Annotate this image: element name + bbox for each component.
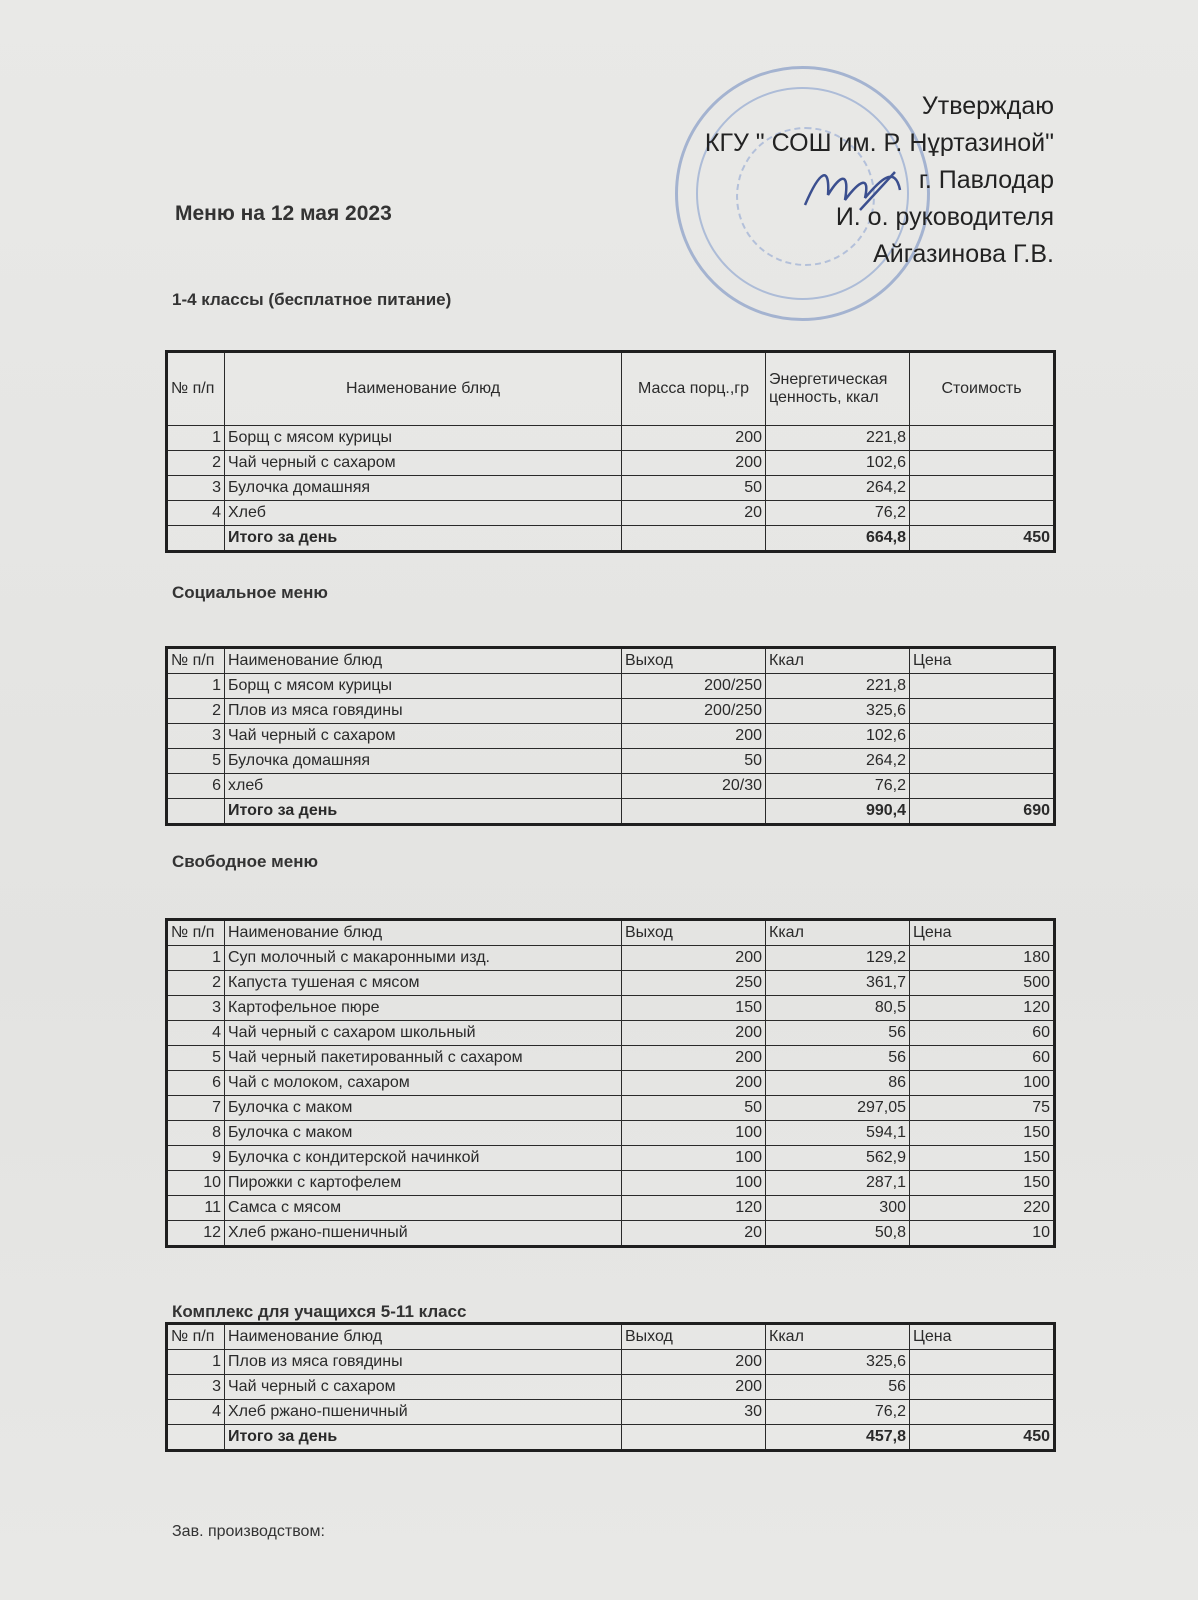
cell: Суп молочный с макаронными изд. bbox=[225, 946, 622, 971]
cell: 200 bbox=[622, 1375, 766, 1400]
table-row bbox=[167, 1046, 1055, 1071]
cell bbox=[910, 426, 1055, 451]
col-header: Масса порц.,гр bbox=[622, 352, 766, 426]
cell: 6 bbox=[167, 774, 225, 799]
cell: 1 bbox=[167, 1350, 225, 1375]
table-row bbox=[167, 426, 1055, 451]
cell: 594,1 bbox=[766, 1121, 910, 1146]
cell: 264,2 bbox=[766, 749, 910, 774]
cell: 50 bbox=[622, 476, 766, 501]
cell: Борщ с мясом курицы bbox=[225, 674, 622, 699]
table-row bbox=[167, 774, 1055, 799]
cell: 4 bbox=[167, 1021, 225, 1046]
cell: 1 bbox=[167, 674, 225, 699]
table-row bbox=[167, 749, 1055, 774]
col-header: № п/п bbox=[167, 920, 225, 946]
cell: 297,05 bbox=[766, 1096, 910, 1121]
cell: 120 bbox=[622, 1196, 766, 1221]
table-row bbox=[167, 1021, 1055, 1046]
cell bbox=[910, 749, 1055, 774]
cell: 4 bbox=[167, 501, 225, 526]
cell: Чай черный с сахаром bbox=[225, 451, 622, 476]
cell: Плов из мяса говядины bbox=[225, 1350, 622, 1375]
cell: 325,6 bbox=[766, 1350, 910, 1375]
cell: 9 bbox=[167, 1146, 225, 1171]
cell: 450 bbox=[910, 1425, 1055, 1451]
cell: Итого за день bbox=[225, 1425, 622, 1451]
cell: 8 bbox=[167, 1121, 225, 1146]
cell: Чай черный с сахаром bbox=[225, 1375, 622, 1400]
cell: 100 bbox=[622, 1146, 766, 1171]
table-complex bbox=[165, 1322, 1056, 1452]
cell: 86 bbox=[766, 1071, 910, 1096]
cell bbox=[910, 1400, 1055, 1425]
cell: 200 bbox=[622, 451, 766, 476]
col-header: Выход bbox=[622, 920, 766, 946]
cell: 50 bbox=[622, 1096, 766, 1121]
cell: 129,2 bbox=[766, 946, 910, 971]
cell bbox=[910, 724, 1055, 749]
cell: 3 bbox=[167, 996, 225, 1021]
approval-line: Айгазинова Г.В. bbox=[873, 240, 1054, 268]
cell: Хлеб ржано-пшеничный bbox=[225, 1400, 622, 1425]
cell: Булочка с маком bbox=[225, 1121, 622, 1146]
cell: Капуста тушеная с мясом bbox=[225, 971, 622, 996]
cell bbox=[910, 674, 1055, 699]
cell: Булочка с кондитерской начинкой bbox=[225, 1146, 622, 1171]
cell bbox=[167, 526, 225, 552]
table-header-row bbox=[167, 1324, 1055, 1350]
cell: 76,2 bbox=[766, 501, 910, 526]
cell: Борщ с мясом курицы bbox=[225, 426, 622, 451]
cell: 287,1 bbox=[766, 1171, 910, 1196]
cell: Хлеб ржано-пшеничный bbox=[225, 1221, 622, 1247]
cell: 990,4 bbox=[766, 799, 910, 825]
table-row bbox=[167, 1196, 1055, 1221]
cell: 450 bbox=[910, 526, 1055, 552]
cell: 220 bbox=[910, 1196, 1055, 1221]
cell: 76,2 bbox=[766, 1400, 910, 1425]
cell: 200 bbox=[622, 1046, 766, 1071]
section-heading-free: 1-4 классы (бесплатное питание) bbox=[172, 290, 452, 309]
col-header: Ккал bbox=[766, 648, 910, 674]
cell: 500 bbox=[910, 971, 1055, 996]
col-header: № п/п bbox=[167, 648, 225, 674]
cell: Итого за день bbox=[225, 799, 622, 825]
cell: 664,8 bbox=[766, 526, 910, 552]
cell: Булочка с маком bbox=[225, 1096, 622, 1121]
table-row bbox=[167, 1096, 1055, 1121]
cell: 3 bbox=[167, 1375, 225, 1400]
cell: 200 bbox=[622, 1350, 766, 1375]
col-header: Наименование блюд bbox=[225, 648, 622, 674]
table-total-row bbox=[167, 1425, 1055, 1451]
cell: Хлеб bbox=[225, 501, 622, 526]
cell: 20 bbox=[622, 1221, 766, 1247]
section-heading-free-menu: Свободное меню bbox=[172, 852, 318, 871]
cell: 1 bbox=[167, 946, 225, 971]
cell: 5 bbox=[167, 749, 225, 774]
cell bbox=[167, 799, 225, 825]
cell: 200 bbox=[622, 946, 766, 971]
col-header: Цена bbox=[910, 648, 1055, 674]
cell: 60 bbox=[910, 1021, 1055, 1046]
cell: 20/30 bbox=[622, 774, 766, 799]
footer-signature-line: Зав. производством: bbox=[172, 1523, 325, 1540]
cell: 150 bbox=[622, 996, 766, 1021]
table-header-row bbox=[167, 352, 1055, 426]
cell: 102,6 bbox=[766, 451, 910, 476]
table-row bbox=[167, 501, 1055, 526]
cell: 80,5 bbox=[766, 996, 910, 1021]
cell: 7 bbox=[167, 1096, 225, 1121]
cell: 10 bbox=[167, 1171, 225, 1196]
cell: Плов из мяса говядины bbox=[225, 699, 622, 724]
cell: Чай черный с сахаром bbox=[225, 724, 622, 749]
table-row bbox=[167, 1350, 1055, 1375]
col-header: Стоимость bbox=[910, 352, 1055, 426]
approval-block bbox=[705, 88, 1054, 273]
col-header: Наименование блюд bbox=[225, 1324, 622, 1350]
cell bbox=[910, 1350, 1055, 1375]
col-header: Выход bbox=[622, 648, 766, 674]
cell: 102,6 bbox=[766, 724, 910, 749]
table-row bbox=[167, 1400, 1055, 1425]
cell: Самса с мясом bbox=[225, 1196, 622, 1221]
cell: 4 bbox=[167, 1400, 225, 1425]
cell: 562,9 bbox=[766, 1146, 910, 1171]
table-row bbox=[167, 1171, 1055, 1196]
cell: 76,2 bbox=[766, 774, 910, 799]
table-row bbox=[167, 1146, 1055, 1171]
cell bbox=[167, 1425, 225, 1451]
table-row bbox=[167, 724, 1055, 749]
cell: 11 bbox=[167, 1196, 225, 1221]
table-social bbox=[165, 646, 1056, 826]
table-row bbox=[167, 1121, 1055, 1146]
table-free-menu bbox=[165, 918, 1056, 1248]
cell: Чай с молоком, сахаром bbox=[225, 1071, 622, 1096]
cell: 3 bbox=[167, 476, 225, 501]
table-row bbox=[167, 996, 1055, 1021]
approval-line: КГУ " СОШ им. Р. Нұртазиной" bbox=[704, 129, 1054, 157]
col-header: Цена bbox=[910, 1324, 1055, 1350]
cell: 10 bbox=[910, 1221, 1055, 1247]
cell: 300 bbox=[766, 1196, 910, 1221]
approval-line: г. Павлодар bbox=[918, 166, 1054, 194]
table-row bbox=[167, 946, 1055, 971]
cell: 2 bbox=[167, 699, 225, 724]
cell: хлеб bbox=[225, 774, 622, 799]
table-row bbox=[167, 451, 1055, 476]
cell: Чай черный с сахаром школьный bbox=[225, 1021, 622, 1046]
table-total-row bbox=[167, 526, 1055, 552]
cell: 1 bbox=[167, 426, 225, 451]
approval-line: Утверждаю bbox=[921, 92, 1054, 120]
col-header: № п/п bbox=[167, 1324, 225, 1350]
cell: Булочка домашняя bbox=[225, 476, 622, 501]
cell: 50 bbox=[622, 749, 766, 774]
cell bbox=[622, 526, 766, 552]
cell: 12 bbox=[167, 1221, 225, 1247]
cell: 2 bbox=[167, 451, 225, 476]
section-heading-social: Социальное меню bbox=[172, 583, 328, 602]
cell: 75 bbox=[910, 1096, 1055, 1121]
cell: 200 bbox=[622, 1071, 766, 1096]
col-header: Ккал bbox=[766, 1324, 910, 1350]
cell: 150 bbox=[910, 1121, 1055, 1146]
cell bbox=[910, 476, 1055, 501]
cell: 20 bbox=[622, 501, 766, 526]
cell bbox=[910, 774, 1055, 799]
table-row bbox=[167, 1375, 1055, 1400]
cell: 100 bbox=[622, 1171, 766, 1196]
cell: 221,8 bbox=[766, 674, 910, 699]
table-header-row bbox=[167, 920, 1055, 946]
cell: 457,8 bbox=[766, 1425, 910, 1451]
cell: 2 bbox=[167, 971, 225, 996]
table-header-row bbox=[167, 648, 1055, 674]
table-row bbox=[167, 476, 1055, 501]
cell bbox=[910, 451, 1055, 476]
cell: 200 bbox=[622, 724, 766, 749]
col-header: Наименование блюд bbox=[225, 920, 622, 946]
cell: 56 bbox=[766, 1375, 910, 1400]
table-total-row bbox=[167, 799, 1055, 825]
cell: 200/250 bbox=[622, 699, 766, 724]
cell: 325,6 bbox=[766, 699, 910, 724]
cell: 120 bbox=[910, 996, 1055, 1021]
cell: 200/250 bbox=[622, 674, 766, 699]
col-header: Цена bbox=[910, 920, 1055, 946]
cell: 3 bbox=[167, 724, 225, 749]
table-row bbox=[167, 674, 1055, 699]
col-header: Энергетическая ценность, ккал bbox=[766, 352, 910, 426]
cell: Чай черный пакетированный с сахаром bbox=[225, 1046, 622, 1071]
cell: 150 bbox=[910, 1146, 1055, 1171]
cell: 6 bbox=[167, 1071, 225, 1096]
cell bbox=[910, 699, 1055, 724]
cell: 361,7 bbox=[766, 971, 910, 996]
cell: 221,8 bbox=[766, 426, 910, 451]
cell: 690 bbox=[910, 799, 1055, 825]
table-row bbox=[167, 1221, 1055, 1247]
cell bbox=[622, 1425, 766, 1451]
cell bbox=[910, 1375, 1055, 1400]
cell: 250 bbox=[622, 971, 766, 996]
cell: 5 bbox=[167, 1046, 225, 1071]
cell: 100 bbox=[622, 1121, 766, 1146]
col-header: № п/п bbox=[167, 352, 225, 426]
cell: 56 bbox=[766, 1046, 910, 1071]
section-heading-complex: Комплекс для учащихся 5-11 класс bbox=[172, 1302, 467, 1321]
table-row bbox=[167, 1071, 1055, 1096]
col-header: Наименование блюд bbox=[225, 352, 622, 426]
cell: 200 bbox=[622, 1021, 766, 1046]
cell: Пирожки с картофелем bbox=[225, 1171, 622, 1196]
cell bbox=[622, 799, 766, 825]
cell bbox=[910, 501, 1055, 526]
page-title: Меню на 12 мая 2023 bbox=[175, 202, 392, 225]
table-free bbox=[165, 350, 1056, 553]
table-row bbox=[167, 971, 1055, 996]
cell: 56 bbox=[766, 1021, 910, 1046]
col-header: Ккал bbox=[766, 920, 910, 946]
cell: 60 bbox=[910, 1046, 1055, 1071]
cell: Картофельное пюре bbox=[225, 996, 622, 1021]
cell: 180 bbox=[910, 946, 1055, 971]
cell: Булочка домашняя bbox=[225, 749, 622, 774]
cell: 264,2 bbox=[766, 476, 910, 501]
cell: Итого за день bbox=[225, 526, 622, 552]
cell: 50,8 bbox=[766, 1221, 910, 1247]
table-row bbox=[167, 699, 1055, 724]
approval-line: И. о. руководителя bbox=[835, 203, 1054, 231]
cell: 30 bbox=[622, 1400, 766, 1425]
cell: 100 bbox=[910, 1071, 1055, 1096]
cell: 200 bbox=[622, 426, 766, 451]
cell: 150 bbox=[910, 1171, 1055, 1196]
col-header: Выход bbox=[622, 1324, 766, 1350]
